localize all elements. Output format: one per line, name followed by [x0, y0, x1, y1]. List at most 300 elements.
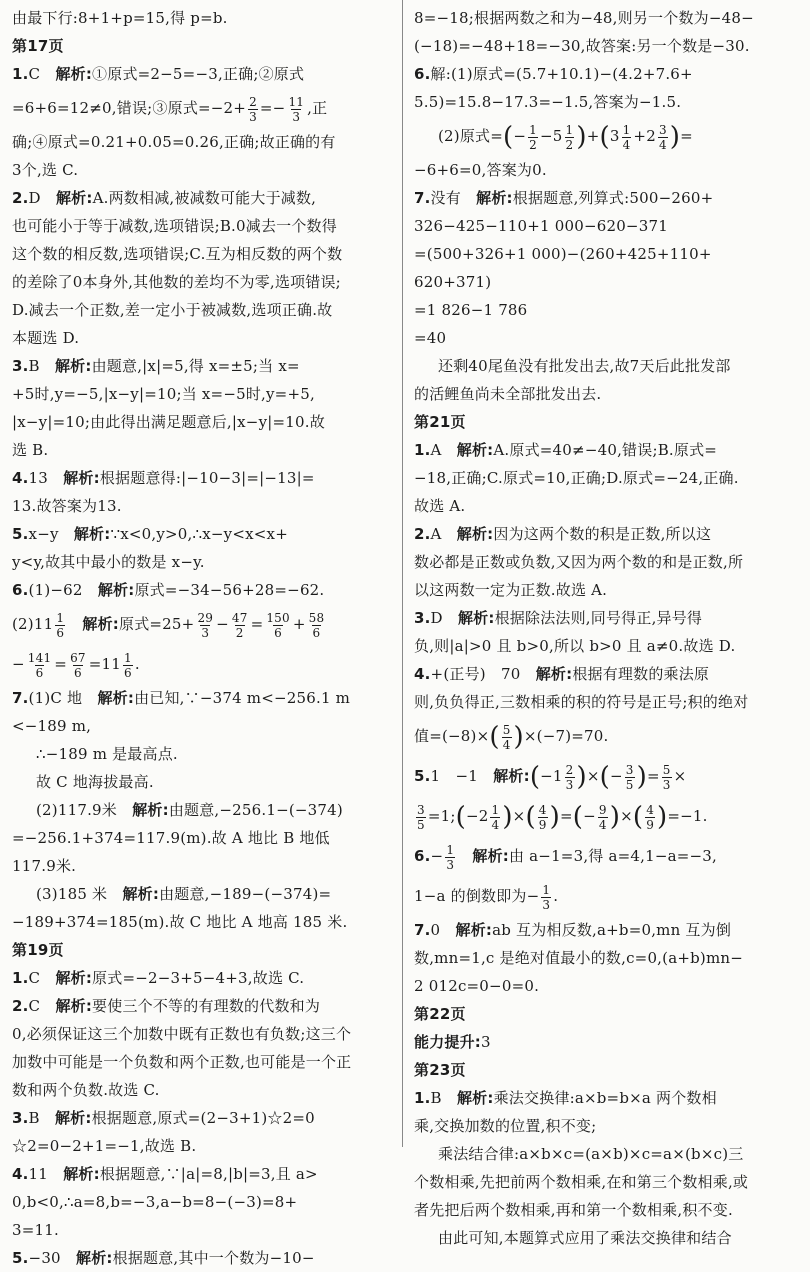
- fraction-numerator: 141: [27, 650, 52, 665]
- analysis-label: 解析:: [493, 767, 530, 785]
- parenthesis: ): [502, 802, 513, 832]
- question-number: 7.: [414, 189, 431, 207]
- analysis-label: 解析:: [457, 609, 495, 627]
- text-run: 3: [609, 127, 620, 145]
- answer-line: [12, 964, 394, 992]
- parenthesis: ): [576, 122, 587, 152]
- answer-line: 选 B.: [12, 441, 49, 459]
- text-run: ①原式=2−5=−3,正确;②原式: [92, 65, 305, 83]
- question-number: 2.: [414, 525, 431, 543]
- text-run: 解:(1)原式=(5.7+10.1)−(4.2+7.6+: [430, 65, 693, 83]
- answer-line: [12, 184, 394, 212]
- answer-line: 0,必须保证这三个加数中既有正数也有负数;这三个: [12, 1025, 352, 1043]
- text-run: −: [12, 655, 25, 673]
- fraction-denominator: 3: [446, 857, 455, 872]
- fraction-denominator: 3: [201, 625, 210, 640]
- question-number: 4.: [12, 469, 29, 487]
- analysis-label: 解析:: [63, 1165, 100, 1183]
- parenthesis: (: [599, 122, 610, 152]
- fraction-numerator: 4: [538, 802, 547, 817]
- text-run: ×(−7)=70.: [523, 727, 609, 745]
- question-number: 2.: [12, 997, 29, 1015]
- fraction: [598, 804, 608, 831]
- text-run: (3)185 米: [36, 885, 123, 903]
- answer-line: =1 826−1 786: [414, 301, 528, 319]
- analysis-label: 解析:: [55, 997, 93, 1015]
- fraction-numerator: 150: [266, 610, 290, 625]
- parenthesis: ): [549, 802, 560, 832]
- answer-line: =40: [414, 329, 447, 347]
- parenthesis: (: [503, 122, 514, 152]
- answer-line: y<y,故其中最小的数是 x−y.: [12, 553, 205, 571]
- fraction-numerator: 3: [417, 802, 425, 817]
- answer-line: [414, 756, 796, 796]
- answer-line: ☆2=0−2+1=−1,故选 B.: [12, 1137, 197, 1155]
- fraction-denominator: 2: [565, 137, 574, 152]
- analysis-label: 解析:: [73, 525, 111, 543]
- text-run: (2)11: [12, 615, 54, 633]
- text-run: 根据题意,其中一个数为−10−: [112, 1249, 315, 1267]
- question-number: 4.: [414, 665, 431, 683]
- text-run: 13: [28, 469, 64, 487]
- parenthesis: ): [513, 722, 524, 752]
- fraction-numerator: 1: [491, 802, 500, 817]
- fraction: [625, 764, 635, 791]
- question-number: 1.: [414, 441, 431, 459]
- text-run: 原式=−2−3+5−4+3,故选 C.: [92, 969, 305, 987]
- fraction-numerator: 4: [646, 802, 655, 817]
- text-run: ×: [586, 767, 600, 785]
- fraction-numerator: 3: [658, 122, 667, 137]
- fraction-denominator: 6: [35, 665, 44, 680]
- fraction: [622, 124, 632, 151]
- fraction-denominator: 5: [625, 777, 634, 792]
- fraction-numerator: 1: [446, 842, 455, 857]
- text-run: −: [430, 847, 444, 865]
- fraction-numerator: 29: [197, 610, 214, 625]
- answer-line: 8=−18;根据两数之和为−48,则另一个数为−48−: [414, 9, 754, 27]
- fraction-denominator: 6: [56, 625, 65, 640]
- page-section-heading: 第23页: [414, 1061, 466, 1079]
- fraction-denominator: 3: [249, 109, 257, 124]
- fraction: [55, 612, 65, 639]
- text-run: C: [28, 969, 56, 987]
- answer-line: 13.故答案为13.: [12, 497, 122, 515]
- fraction: [445, 844, 455, 871]
- fraction: [123, 652, 133, 679]
- fraction: [248, 96, 258, 123]
- answer-line: [12, 992, 394, 1020]
- answer-line: 乘,交换加数的位置,积不变;: [414, 1117, 597, 1135]
- column-divider: [402, 0, 403, 1147]
- question-number: 4.: [12, 1165, 29, 1183]
- fraction-numerator: 3: [625, 762, 634, 777]
- answer-line: |x−y|=10;由此得出满足题意后,|x−y|=10.故: [12, 413, 325, 431]
- analysis-label: 解析:: [76, 1249, 113, 1267]
- text-run: −5: [540, 127, 563, 145]
- text-run: 由题意,−256.1−(−374): [168, 801, 343, 819]
- text-run: −: [513, 127, 527, 145]
- text-run: +2: [633, 127, 656, 145]
- fraction: [287, 96, 305, 123]
- answer-line: [12, 796, 394, 824]
- text-run: (1)−62: [28, 581, 98, 599]
- question-number: 5.: [12, 1249, 29, 1267]
- text-run: 原式=25+: [119, 615, 195, 633]
- question-number: 6.: [414, 847, 431, 865]
- fraction-numerator: 2: [565, 762, 574, 777]
- text-run: 由题意,|x|=5,得 x=±5;当 x=: [91, 357, 300, 375]
- parenthesis: ): [657, 802, 668, 832]
- answer-line: (−18)=−48+18=−30,故答案:另一个数是−30.: [414, 37, 750, 55]
- fraction: [565, 124, 575, 151]
- question-number: 7.: [12, 689, 29, 707]
- text-run: [457, 847, 472, 865]
- answer-line: [414, 716, 796, 756]
- answer-line: [12, 352, 394, 380]
- text-run: =: [646, 767, 660, 785]
- text-run: +: [586, 127, 600, 145]
- answer-line: 0,b<0,∴a=8,b=−3,a−b=8−(−3)=8+: [12, 1193, 298, 1211]
- answer-line: 3个,选 C.: [12, 161, 79, 179]
- answer-line: 2 012c=0−0=0.: [414, 977, 540, 995]
- fraction-numerator: 2: [249, 94, 257, 109]
- answer-line: [414, 436, 796, 464]
- analysis-label: 解析:: [55, 189, 93, 207]
- fraction-denominator: 2: [235, 625, 244, 640]
- text-run: ,正: [307, 99, 328, 117]
- fraction: [196, 612, 214, 639]
- fraction-denominator: 5: [417, 817, 425, 832]
- question-number: 6.: [12, 581, 29, 599]
- answer-line: [12, 684, 394, 712]
- answer-line: 的活鲤鱼尚未全部批发出去.: [414, 385, 602, 403]
- answer-line: [414, 1084, 796, 1112]
- analysis-label: 解析:: [122, 885, 160, 903]
- fraction-denominator: 6: [124, 665, 132, 680]
- analysis-label: 解析:: [455, 921, 493, 939]
- text-run: −2: [465, 807, 489, 825]
- text-run: A.两数相减,被减数可能大于减数,: [92, 189, 317, 207]
- question-number: 1.: [414, 1089, 431, 1107]
- answer-line: 则,负负得正,三数相乘的积的符号是正号;积的绝对: [414, 693, 749, 711]
- fraction-denominator: 4: [491, 817, 500, 832]
- fraction: [528, 124, 538, 151]
- answer-line: 本题选 D.: [12, 329, 80, 347]
- analysis-label: 解析:: [132, 801, 169, 819]
- answer-line: [12, 1160, 394, 1188]
- question-number: 7.: [414, 921, 431, 939]
- answer-line: [414, 836, 796, 876]
- fraction: [658, 124, 668, 151]
- answer-line: 确;④原式=0.21+0.05=0.26,正确;故正确的有: [12, 133, 336, 151]
- fraction-numerator: 1: [565, 122, 574, 137]
- fraction: [502, 724, 512, 751]
- text-run: 根据有理数的乘法原: [572, 665, 710, 683]
- fraction-numerator: 58: [308, 610, 325, 625]
- answer-line: +5时,y=−5,|x−y|=10;当 x=−5时,y=+5,: [12, 385, 315, 403]
- text-run: 要使三个不等的有理数的代数和为: [92, 997, 321, 1015]
- fraction-numerator: 9: [598, 802, 607, 817]
- fraction-denominator: 6: [312, 625, 321, 640]
- fraction: [69, 652, 87, 679]
- answer-line: [414, 60, 796, 88]
- fraction-denominator: 3: [292, 109, 301, 124]
- answer-line: 5.5)=15.8−17.3=−1.5,答案为−1.5.: [414, 93, 682, 111]
- text-run: =: [680, 127, 693, 145]
- answer-line: 620+371): [414, 273, 492, 291]
- text-run: 乘法交换律:a×b=b×a 两个数相: [493, 1089, 717, 1107]
- fraction-denominator: 9: [538, 817, 547, 832]
- question-number: 6.: [414, 65, 431, 83]
- fraction: [231, 612, 249, 639]
- parenthesis: (: [632, 802, 644, 832]
- text-run: 由题意,−189−(−374)=: [159, 885, 332, 903]
- answer-line: [414, 184, 796, 212]
- text-run: 11: [28, 1165, 64, 1183]
- question-number: 1.: [12, 969, 29, 987]
- text-run: =11: [88, 655, 122, 673]
- answer-line: [12, 880, 394, 908]
- text-run: −1: [540, 767, 563, 785]
- answer-line: 负,则|a|>0 且 b>0,所以 b>0 且 a≠0.故选 D.: [414, 637, 736, 655]
- text-run: .: [134, 655, 140, 673]
- text-run: 0: [430, 921, 456, 939]
- text-run: 由 a−1=3,得 a=4,1−a=−3,: [508, 847, 717, 865]
- page-section-heading: 第21页: [414, 413, 466, 431]
- answer-line: 326−425−110+1 000−620−371: [414, 217, 668, 235]
- fraction-denominator: 4: [622, 137, 631, 152]
- answer-line: [12, 604, 394, 644]
- fraction-numerator: 1: [542, 882, 551, 897]
- text-run: C: [28, 65, 56, 83]
- text-run: +: [292, 615, 306, 633]
- text-run: (2)117.9米: [36, 801, 133, 819]
- text-run: ab 互为相反数,a+b=0,mn 互为倒: [492, 921, 732, 939]
- text-run: 值=(−8)×: [414, 727, 490, 745]
- text-run: −: [583, 807, 596, 825]
- fraction-numerator: 1: [622, 122, 631, 137]
- answer-line: [12, 576, 394, 604]
- answer-line: 117.9米.: [12, 857, 77, 875]
- question-number: 3.: [414, 609, 431, 627]
- answer-line: 还剩40尾鱼没有批发出去,故7天后此批发部: [438, 357, 731, 375]
- answer-line: 个数相乘,先把前两个数相乘,在和第三个数相乘,或: [414, 1173, 749, 1191]
- fraction-denominator: 4: [502, 737, 511, 752]
- answer-line: [414, 876, 796, 916]
- answer-line: 也可能小于等于减数,选项错误;B.0减去一个数得: [12, 217, 337, 235]
- parenthesis: ): [636, 762, 647, 792]
- analysis-label: 解析:: [82, 615, 119, 633]
- text-run: ×: [620, 807, 633, 825]
- question-number: 3.: [12, 357, 29, 375]
- question-number: 2.: [12, 189, 29, 207]
- answer-line: [12, 520, 394, 548]
- answer-line: <−189 m,: [12, 717, 92, 735]
- text-run: ∵x<0,y>0,∴x−y<x<x+: [110, 525, 288, 543]
- analysis-label: 解析:: [472, 847, 509, 865]
- text-run: ×: [673, 767, 687, 785]
- question-number: 5.: [414, 767, 431, 785]
- fraction: [308, 612, 326, 639]
- fraction-denominator: 6: [73, 665, 82, 680]
- text-run: A: [430, 441, 457, 459]
- text-run: 根据题意,∵|a|=8,|b|=3,且 a>: [99, 1165, 318, 1183]
- fraction-denominator: 3: [542, 897, 551, 912]
- question-number: 3.: [12, 1109, 29, 1127]
- answer-line: 数,mn=1,c 是绝对值最小的数,c=0,(a+b)mn−: [414, 949, 744, 967]
- answer-line: −189+374=185(m).故 C 地比 A 地高 185 米.: [12, 913, 348, 931]
- question-number: 1.: [12, 65, 29, 83]
- answer-line: 数和两个负数.故选 C.: [12, 1081, 160, 1099]
- fraction: [27, 652, 53, 679]
- text-run: D: [28, 189, 56, 207]
- text-run: 1 −1: [430, 767, 494, 785]
- fraction-denominator: 9: [646, 817, 655, 832]
- fraction-denominator: 3: [565, 777, 574, 792]
- text-run: .: [553, 887, 559, 905]
- answer-line: 的差除了0本身外,其他数的差均不为零,选项错误;: [12, 273, 341, 291]
- text-run: 根据除法法则,同号得正,异号得: [494, 609, 703, 627]
- answer-line: [414, 116, 796, 156]
- answer-line: 故选 A.: [414, 497, 466, 515]
- answer-line: =(500+326+1 000)−(260+425+110+: [414, 245, 712, 263]
- analysis-label: 解析:: [535, 665, 573, 683]
- answer-line: 数必都是正数或负数,又因为两个数的和是正数,所: [414, 553, 744, 571]
- fraction: [645, 804, 655, 831]
- parenthesis: ): [669, 122, 681, 152]
- text-run: 根据题意得:|−10−3|=|−13|=: [99, 469, 315, 487]
- answer-line: ∴−189 m 是最高点.: [36, 745, 178, 763]
- fraction: [662, 764, 672, 791]
- answer-line: [12, 644, 394, 684]
- fraction-numerator: 11: [288, 94, 305, 109]
- text-run: −: [216, 615, 229, 633]
- fraction-denominator: 4: [598, 817, 607, 832]
- fraction-numerator: 5: [662, 762, 671, 777]
- fraction-numerator: 1: [124, 650, 132, 665]
- parenthesis: (: [572, 802, 584, 832]
- fraction: [565, 764, 575, 791]
- text-run: =1;: [427, 807, 456, 825]
- analysis-label: 解析:: [456, 1089, 494, 1107]
- answer-line: [414, 1028, 796, 1056]
- answer-line: [12, 60, 394, 88]
- parenthesis: (: [525, 802, 536, 832]
- text-run: B: [28, 1109, 55, 1127]
- fraction-denominator: 6: [274, 625, 283, 640]
- answer-line: 以这两数一定为正数.故选 A.: [414, 581, 608, 599]
- analysis-label: 解析:: [476, 189, 513, 207]
- text-run: [67, 615, 82, 633]
- text-run: C: [28, 997, 56, 1015]
- analysis-label: 解析:: [63, 469, 100, 487]
- text-run: =6+6=12≠0,错误;③原式=−2+: [12, 99, 247, 117]
- parenthesis: (: [599, 762, 610, 792]
- text-run: 根据题意,列算式:500−260+: [512, 189, 714, 207]
- analysis-label: 解析:: [456, 525, 494, 543]
- analysis-label: 解析:: [55, 65, 93, 83]
- text-run: D: [430, 609, 458, 627]
- text-run: 由已知,∵−374 m<−256.1 m: [134, 689, 351, 707]
- answer-line: 由最下行:8+1+p=15,得 p=b.: [12, 9, 228, 27]
- fraction: [265, 612, 291, 639]
- fraction: [416, 804, 426, 831]
- analysis-label: 能力提升:: [414, 1033, 481, 1051]
- answer-line: [12, 1104, 394, 1132]
- page-section-heading: 第19页: [12, 941, 64, 959]
- page-section-heading: 第17页: [12, 37, 64, 55]
- analysis-label: 解析:: [97, 581, 135, 599]
- text-run: =−1.: [667, 807, 708, 825]
- answer-line: D.减去一个正数,差一定小于被减数,选项正确.故: [12, 301, 333, 319]
- answer-line: 者先把后两个数相乘,再和第一个数相乘,积不变.: [414, 1201, 733, 1219]
- text-run: (1)C 地: [28, 689, 98, 707]
- text-run: 因为这两个数的积是正数,所以这: [493, 525, 712, 543]
- answer-line: 加数中可能是一个负数和两个正数,也可能是一个正: [12, 1053, 352, 1071]
- answer-line: −6+6=0,答案为0.: [414, 161, 547, 179]
- text-run: =−: [259, 99, 286, 117]
- answer-line: [12, 464, 394, 492]
- parenthesis: (: [455, 802, 466, 832]
- answer-line: [414, 520, 796, 548]
- analysis-label: 解析:: [456, 441, 494, 459]
- text-run: =: [250, 615, 264, 633]
- answer-line: [12, 1244, 394, 1272]
- analysis-label: 解析:: [54, 357, 92, 375]
- answer-line: −18,正确;C.原式=10,正确;D.原式=−24,正确.: [414, 469, 739, 487]
- answer-line: =−256.1+374=117.9(m).故 A 地比 B 地低: [12, 829, 330, 847]
- fraction-denominator: 3: [662, 777, 671, 792]
- answer-line: 3=11.: [12, 1221, 59, 1239]
- text-run: (2)原式=: [438, 127, 504, 145]
- answer-line: 故 C 地海拔最高.: [36, 773, 154, 791]
- text-run: x−y: [28, 525, 74, 543]
- text-run: 原式=−34−56+28=−62.: [134, 581, 325, 599]
- fraction: [490, 804, 500, 831]
- parenthesis: (: [489, 722, 500, 752]
- text-run: 根据题意,原式=(2−3+1)☆2=0: [91, 1109, 315, 1127]
- fraction-numerator: 67: [70, 650, 86, 665]
- analysis-label: 解析:: [97, 689, 135, 707]
- fraction: [541, 884, 551, 911]
- text-run: 没有: [430, 189, 477, 207]
- answer-line: [414, 796, 796, 836]
- text-run: −: [609, 767, 623, 785]
- text-run: +(正号) 70: [430, 665, 536, 683]
- fraction: [538, 804, 548, 831]
- text-run: B: [430, 1089, 457, 1107]
- answer-line: [414, 916, 796, 944]
- parenthesis: ): [576, 762, 587, 792]
- fraction-numerator: 1: [56, 610, 65, 625]
- text-run: −30: [28, 1249, 77, 1267]
- answer-line: 乘法结合律:a×b×c=(a×b)×c=a×(b×c)三: [438, 1145, 744, 1163]
- fraction-denominator: 4: [658, 137, 667, 152]
- text-run: A: [430, 525, 457, 543]
- analysis-label: 解析:: [54, 1109, 92, 1127]
- text-run: 3: [481, 1033, 491, 1051]
- parenthesis: (: [529, 762, 541, 792]
- answer-line: [414, 660, 796, 688]
- text-run: A.原式=40≠−40,错误;B.原式=: [493, 441, 718, 459]
- text-run: B: [28, 357, 55, 375]
- text-run: =: [559, 807, 573, 825]
- fraction-denominator: 2: [529, 137, 537, 152]
- fraction-numerator: 47: [231, 610, 248, 625]
- text-run: ×: [512, 807, 526, 825]
- answer-line: 由此可知,本题算式应用了乘法交换律和结合: [438, 1229, 732, 1247]
